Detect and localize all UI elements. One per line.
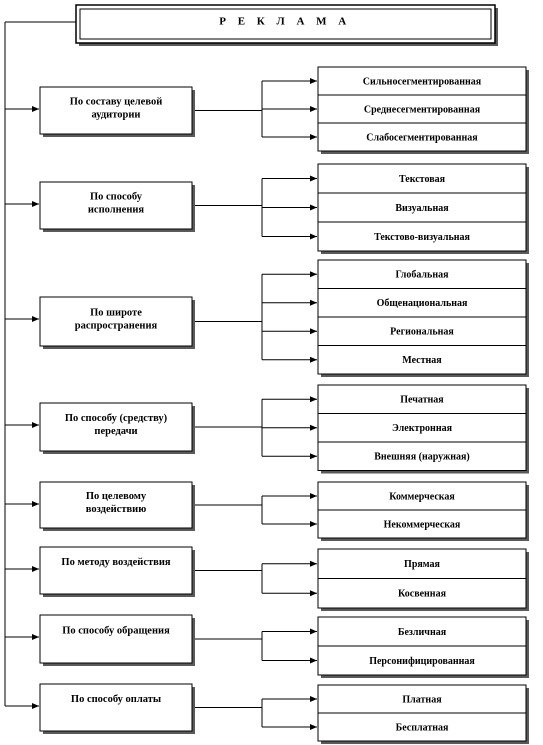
category-label: распространения	[74, 320, 158, 332]
subtype-label: Прямая	[404, 559, 440, 571]
subtype-label: Внешняя (наружная)	[374, 451, 470, 463]
category-group	[40, 385, 529, 474]
subtype-label: Текстовая	[398, 173, 446, 185]
category-label: По составу целевой	[69, 96, 163, 108]
subtype-label: Персонифицированная	[369, 655, 475, 667]
category-label: передачи	[94, 425, 138, 437]
subtype-label: Платная	[402, 694, 442, 706]
subtype-label: Общенациональная	[376, 298, 468, 310]
subtype-label: Бесплатная	[395, 722, 449, 734]
subtype-label: Косвенная	[398, 588, 446, 600]
category-label: исполнения	[87, 204, 145, 216]
subtype-label: Электронная	[392, 423, 452, 435]
subtype-label: Местная	[402, 355, 442, 367]
category-group	[40, 164, 529, 254]
category-label: аудитории	[91, 109, 141, 121]
category-label: По способу (средству)	[64, 412, 168, 424]
subtype-label: Глобальная	[395, 269, 449, 281]
category-label: По способу	[89, 191, 143, 203]
subtype-label: Некоммерческая	[383, 519, 461, 531]
subtype-label: Безличная	[397, 626, 447, 638]
subtype-label: Среднесегментированная	[363, 104, 481, 116]
subtype-label: Региональная	[390, 326, 454, 338]
categories	[40, 67, 529, 744]
category-label: По способу оплаты	[70, 693, 162, 705]
category-label: По методу воздействия	[61, 556, 171, 568]
title-block	[76, 5, 498, 46]
category-box	[40, 547, 192, 594]
category-label: По способу обращения	[62, 625, 170, 637]
category-box	[40, 615, 192, 663]
category-group	[40, 67, 529, 154]
subtype-label: Текстово-визуальная	[374, 231, 470, 243]
category-box	[40, 684, 192, 731]
subtype-label: Слабосегментированная	[366, 132, 478, 144]
category-group	[40, 615, 529, 678]
category-group	[40, 547, 529, 611]
subtype-label: Визуальная	[395, 202, 449, 214]
category-group	[40, 684, 529, 744]
subtype-label: Сильносегментированная	[362, 76, 482, 88]
category-label: По целевому	[85, 490, 147, 502]
title: Р Е К Л А М А	[219, 15, 351, 28]
category-label: По широте	[90, 307, 142, 319]
subtype-label: Печатная	[400, 394, 444, 406]
category-label: воздействию	[85, 503, 147, 515]
subtype-label: Коммерческая	[389, 491, 455, 503]
category-group	[40, 482, 529, 541]
